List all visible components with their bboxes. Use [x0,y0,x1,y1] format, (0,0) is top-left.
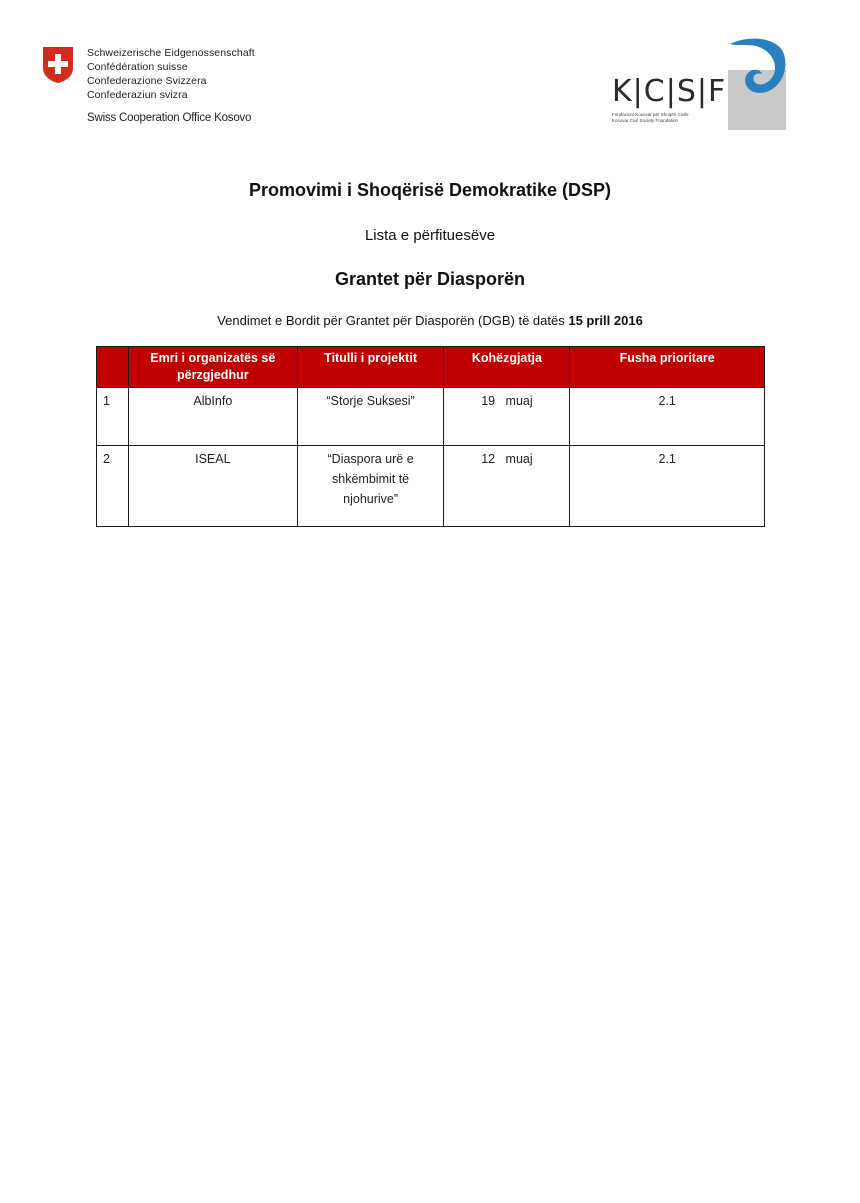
kcsf-logo [608,36,788,132]
organization-name: ISEAL [128,446,297,527]
swiss-line-fr: Confédération suisse [87,61,188,73]
duration: 12 muaj [444,446,570,527]
row-number: 2 [97,446,129,527]
decision-prefix: Vendimet e Bordit për Grantet për Diasporën (DGB) të datës [217,313,565,328]
project-title: “Storje Suksesi” [297,388,444,446]
swiss-logo-block [42,44,302,134]
col-header-duration: Kohëzgjatja [444,347,570,388]
document-title: Promovimi i Shoqërisë Demokratike (DSP) [248,180,612,200]
kcsf-sub-sq: Fondacioni Kosovar për Shoqëri Civile [612,112,689,117]
col-header-num [97,347,129,388]
decision-date: 15 prill 2016 [568,313,643,328]
table-row [97,388,765,446]
table-header-row [97,347,765,388]
col-header-project-title: Titulli i projektit [297,347,444,388]
beneficiaries-table [96,346,765,527]
swiss-office-name: Swiss Cooperation Office Kosovo [87,112,252,124]
swiss-flag-icon [42,46,74,84]
swiss-confederation-names [87,46,255,102]
table-row [97,446,765,527]
priority-area: 2.1 [570,388,765,446]
organization-name: AlbInfo [128,388,297,446]
swiss-line-de: Schweizerische Eidgenossenschaft [87,47,255,59]
kcsf-letters: K|C|S|F [612,74,727,109]
row-number: 1 [97,388,129,446]
section-title: Grantet për Diasporën [334,269,526,289]
kcsf-subtitle [612,112,689,124]
kcsf-sub-en: Kosovar Civil Society Foundation [612,118,679,123]
duration: 19 muaj [444,388,570,446]
document-subtitle: Lista e përfituesëve [364,227,496,244]
priority-area: 2.1 [570,446,765,527]
kcsf-swirl-icon [726,36,788,116]
swiss-line-rm: Confederaziun svizra [87,89,188,101]
decision-line [0,313,860,328]
col-header-priority: Fusha prioritare [570,347,765,388]
col-header-organization: Emri i organizatës së përzgjedhur [128,347,297,388]
project-title: “Diaspora urë e shkëmbimit të njohurive” [297,446,444,527]
swiss-line-it: Confederazione Svizzera [87,75,207,87]
